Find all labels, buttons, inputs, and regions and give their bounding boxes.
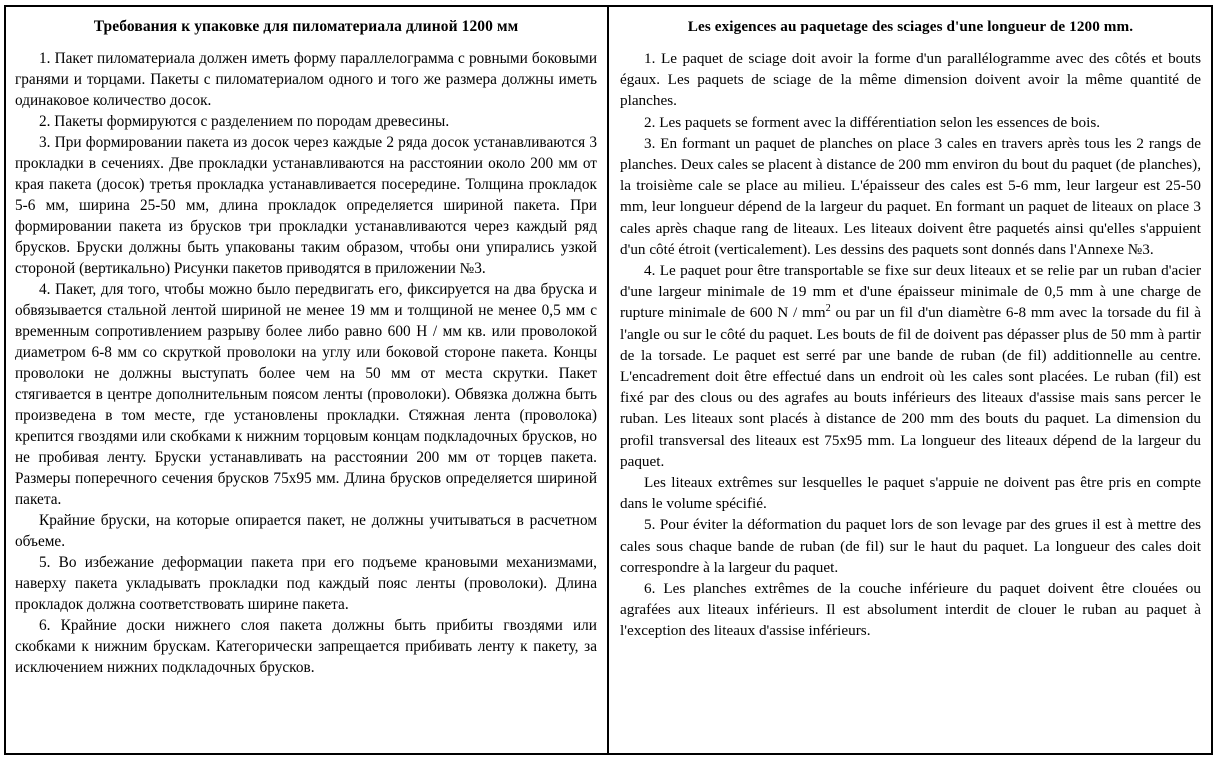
paragraph-ru-5: Крайние бруски, на которые опирается пакет, не должны учитываться в расчетном объеме. (15, 512, 597, 551)
paragraph-fr-1: 1. Le paquet de sciage doit avoir la forme d'un parallélogramme avec des côtés et bouts égaux. Les paquets de sciage de la même dimension doivent avoir la même quantité de planches. (620, 50, 1201, 110)
paragraph-ru-1: 1. Пакет пиломатериала должен иметь форму параллелограмма с ровными боковыми гранями и торцами. Пакеты с пиломатериалом одного и того же размера должны иметь одинаковое количество досок. (15, 50, 597, 110)
column-russian (6, 7, 609, 753)
paragraph-ru-2: 2. Пакеты формируются с разделением по породам древесины. (39, 113, 450, 131)
paragraph-ru-4: 4. Пакет, для того, чтобы можно было передвигать его, фиксируется на два бруска и обвязывается стальной лентой шириной не менее 19 мм и толщиной не менее 0,5 мм с временным сопротивлением разрыву более либо равно 600 Н / мм кв. или проволокой диаметром 6-8 мм со скруткой проволоки на углу или боковой стороне пакета. Концы проволоки не должны выступать более чем на 50 мм от места скрутки. Пакет стягивается в центре дополнительным поясом ленты (проволоки). Обвязка должна быть произведена в том месте, где установлены прокладки. Стяжная лента (проволока) крепится гвоздями или скобками к нижним торцовым концам подкладочных брусков, но не пробивая ленту. Бруски устанавливать на расстоянии 200 мм от торцев пакета. Размеры поперечного сечения брусков 75х95 мм. Длина брусков определяется шириной пакета. (15, 281, 597, 509)
paragraph-fr-3: 3. En formant un paquet de planches on place 3 cales en travers après tous les 2 rangs de planches. Deux cales se placent à distance de 200 mm environ du bout du paquet (de planches), la troisième cale se place au milieu. L'épaisseur des cales est 5-6 mm, leur largeur est 25-50 mm, leur longueur dépend de la largeur du paquet. En formant un paquet de liteaux on place 3 cales après chaque rang de liteaux. Les liteaux doivent être paquetés ainsi qu'elles s'appuient d'un côté étroit (verticalement). Les dessins des paquets sont donnés dans l'Annexe №3. (620, 134, 1201, 258)
paragraph-ru-3: 3. При формировании пакета из досок через каждые 2 ряда досок устанавливаются 3 прокладки в сечениях. Две прокладки устанавливаются на расстоянии около 200 мм от края пакета (досок) третья прокладка устанавливается посередине. Толщина прокладок 5-6 мм, ширина 25-50 мм, длина прокладок определяется шириной пакета. При формировании пакета из брусков три прокладки устанавливаются через каждый ряд брусков. Бруски должны быть упакованы таким образом, чтобы они упирались узкой стороной (вертикально) Рисунки пакетов приводятся в приложении №3. (15, 134, 597, 278)
paragraph-fr-6: 5. Pour éviter la déformation du paquet lors de son levage par des grues il est à mettre des cales sous chaque bande de ruban (de fil) sur le haut du paquet. La longueur des cales doit correspondre à la largeur du paquet. (620, 516, 1201, 576)
paragraph-fr-4: 4. Le paquet pour être transportable se fixe sur deux liteaux et se relie par un ruban d'acier d'une largeur minimale de 19 mm et d'une épaisseur minimale de 0,5 mm à une charge de rupture minimale de 600 N / $mm^2$ ou par un fil d'un diamètre 6-8 mm avec la torsade du fil à l'angle ou sur le côté du paquet. Les bouts de fil de doivent pas dépasser plus de 50 mm à partir de la torsade. Le paquet est serré par une bande de ruban (de fil) additionnelle au centre. L'encadrement doit être effectué dans un endroit où les cales sont placées. Le ruban (fil) est fixé par des clous ou des agrafes au bouts inférieurs des liteaux d'assise mais sans percer le ruban. Les liteaux sont placés à distance de 200 mm des bouts du paquet. La dimension du profil transversal des liteaux est 75x95 mm. La longueur des liteaux dépend de la largeur du paquet. (620, 262, 1201, 470)
page-title-french: Les exigences au paquetage des sciages d'une longueur de 1200 mm. (687, 18, 1134, 35)
body-russian (15, 48, 597, 678)
body-french (620, 48, 1201, 642)
paragraph-ru-7: 6. Крайние доски нижнего слоя пакета должны быть прибиты гвоздями или скобками к нижним брускам. Категорически запрещается прибивать ленту к пакету, за исключением нижних подкладочных брусков. (15, 617, 597, 677)
paragraph-fr-5: Les liteaux extrêmes sur lesquelles le paquet s'appuie ne doivent pas être pris en compte dans le volume spécifié. (620, 474, 1201, 513)
paragraph-fr-2: 2. Les paquets se forment avec la différentiation selon les essences de bois. (644, 113, 1101, 131)
column-french (609, 7, 1211, 753)
page-title-russian: Требования к упаковке для пиломатериала длиной 1200 мм (93, 18, 519, 35)
paragraph-fr-7: 6. Les planches extrêmes de la couche inférieure du paquet doivent être clouées ou agrafées aux liteaux inférieurs. Il est absolument interdit de clouer le ruban au paquet à l'exception des liteaux d'assise inférieurs. (620, 580, 1201, 640)
paragraph-ru-6: 5. Во избежание деформации пакета при его подъеме крановыми механизмами, наверху пакета укладывать прокладки под каждый пояс ленты (проволоки). Длина прокладок должна соответствовать ширине пакета. (15, 554, 597, 614)
bilingual-requirements-table (4, 5, 1213, 755)
